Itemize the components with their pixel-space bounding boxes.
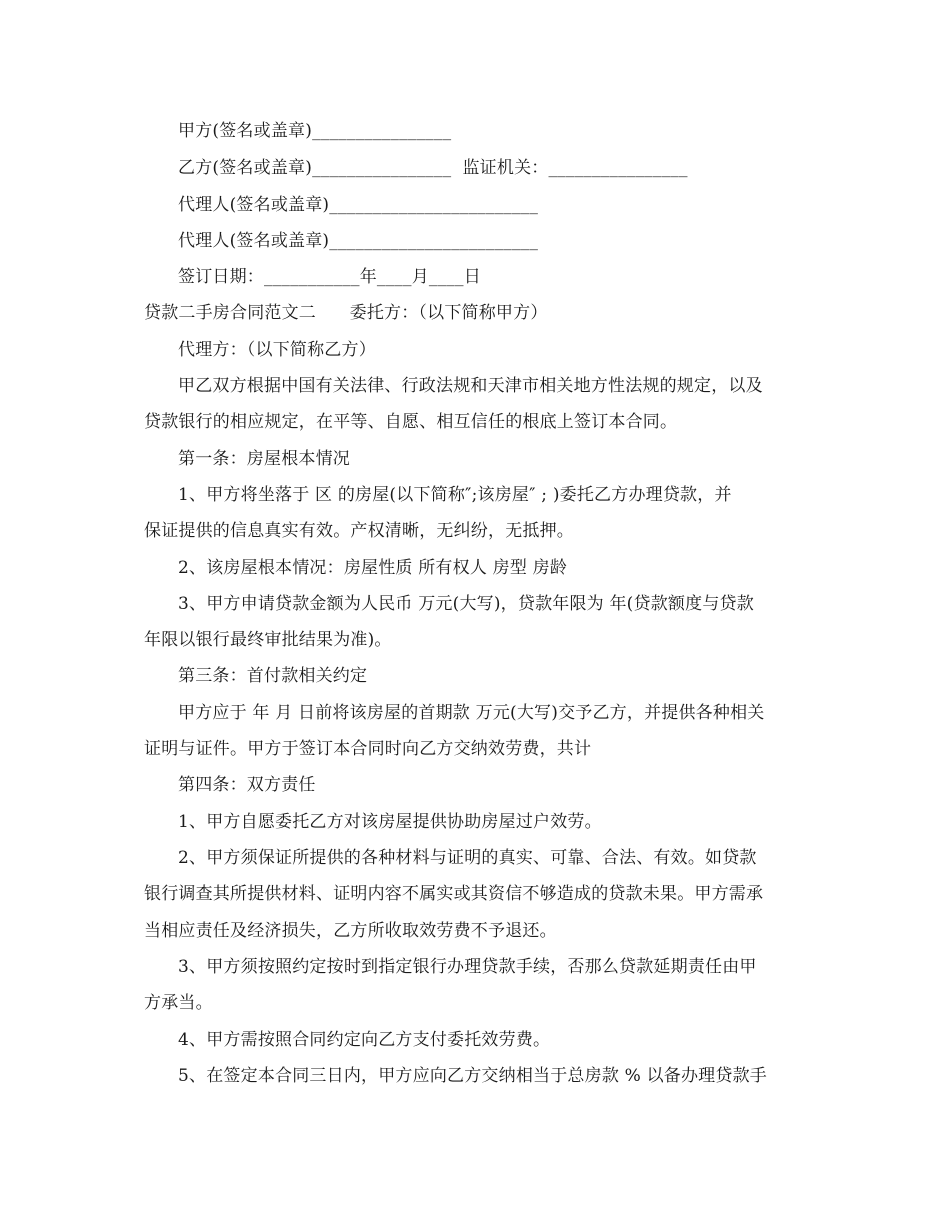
- agent-signature-2: 代理人(签名或盖章)________________________: [178, 231, 539, 251]
- document-title-line: 贷款二手房合同范文二 委托方：（以下简称甲方）: [144, 303, 548, 323]
- article4-item3-line2: 方承当。: [144, 993, 213, 1013]
- article4-item2-line1: 2、甲方须保证所提供的各种材料与证明的真实、可靠、合法、有效。如贷款: [178, 848, 757, 868]
- article4-item3-line1: 3、甲方须按照约定按时到指定银行办理贷款手续，否那么贷款延期责任由甲: [178, 957, 757, 977]
- article1-heading: 第一条：房屋根本情况: [178, 449, 350, 469]
- intro-line-2: 贷款银行的相应规定，在平等、自愿、相互信任的根底上签订本合同。: [144, 412, 678, 432]
- intro-line-1: 甲乙双方根据中国有关法律、行政法规和天津市相关地方性法规的规定，以及: [178, 376, 763, 396]
- article4-item2-line3: 当相应责任及经济损失，乙方所收取效劳费不予退还。: [144, 921, 557, 941]
- article1-item1-line2: 保证提供的信息真实有效。产权清晰，无纠纷，无抵押。: [144, 521, 574, 541]
- article3-body-line2: 证明与证件。甲方于签订本合同时向乙方交纳效劳费，共计: [144, 739, 592, 759]
- article3-heading: 第三条：首付款相关约定: [178, 666, 368, 686]
- article4-item4: 4、甲方需按照合同约定向乙方支付委托效劳费。: [178, 1030, 551, 1050]
- party-a-signature: 甲方(签名或盖章)________________: [178, 121, 452, 141]
- article3-body-line1: 甲方应于 年 月 日前将该房屋的首期款 万元(大写)交予乙方，并提供各种相关: [178, 703, 765, 723]
- article4-item2-line2: 银行调查其所提供材料、证明内容不属实或其资信不够造成的贷款未果。甲方需承: [144, 884, 764, 904]
- article1-item3-line2: 年限以银行最终审批结果为准)。: [144, 630, 392, 650]
- article1-item2: 2、该房屋根本情况：房屋性质 所有权人 房型 房龄: [178, 558, 568, 578]
- agent-signature-1: 代理人(签名或盖章)________________________: [178, 195, 539, 215]
- agent-party-line: 代理方：（以下简称乙方）: [178, 340, 376, 360]
- article4-item1: 1、甲方自愿委托乙方对该房屋提供协助房屋过户效劳。: [178, 812, 602, 832]
- party-b-signature: 乙方(签名或盖章)________________ 监证机关：________________: [178, 158, 688, 178]
- article4-heading: 第四条：双方责任: [178, 775, 316, 795]
- article4-item5: 5、在签定本合同三日内，甲方应向乙方交纳相当于总房款 % 以备办理贷款手: [178, 1066, 767, 1086]
- article1-item3-line1: 3、甲方申请贷款金额为人民币 万元(大写)，贷款年限为 年(贷款额度与贷款: [178, 594, 754, 614]
- sign-date: 签订日期：___________年____月____日: [178, 267, 481, 287]
- article1-item1-line1: 1、甲方将坐落于 区 的房屋(以下简称″;该房屋″ ; )委托乙方办理贷款，并: [178, 485, 732, 505]
